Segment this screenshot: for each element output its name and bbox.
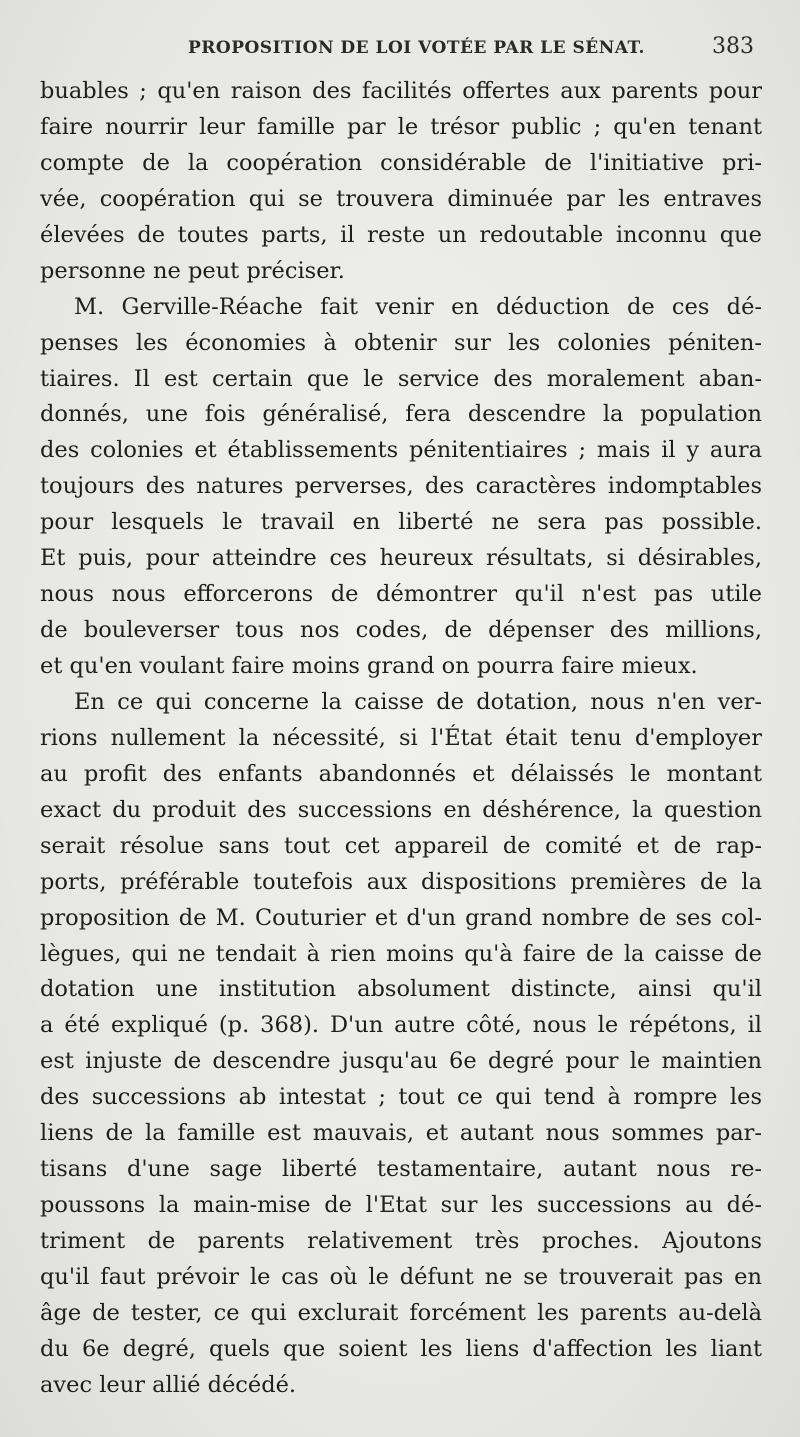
text-line: élevées de toutes parts, il reste un redoutable inconnu que: [40, 221, 762, 248]
text-line: En ce qui concerne la caisse de dotation, nous n'en ver-: [74, 688, 762, 715]
running-title: PROPOSITION DE LOI VOTÉE PAR LE SÉNAT.: [188, 38, 645, 58]
text-line: vée, coopération qui se trouvera diminuée par les entraves: [40, 185, 762, 212]
text-line: est injuste de descendre jusqu'au 6e degré pour le maintien: [40, 1048, 762, 1075]
text-line: de bouleverser tous nos codes, de dépenser des millions,: [40, 617, 762, 644]
text-line: lègues, qui ne tendait à rien moins qu'à faire de la caisse de: [40, 940, 762, 967]
text-line: proposition de M. Couturier et d'un grand nombre de ses col-: [40, 904, 762, 931]
text-line: liens de la famille est mauvais, et autant nous sommes par-: [40, 1120, 762, 1147]
text-line: et qu'en voulant faire moins grand on pourra faire mieux.: [40, 653, 698, 679]
text-line: exact du produit des successions en déshérence, la question: [40, 796, 762, 823]
text-line: Et puis, pour atteindre ces heureux résultats, si désirables,: [40, 545, 762, 572]
text-line: des colonies et établissements pénitentiaires ; mais il y aura: [40, 437, 762, 464]
text-line: nous nous efforcerons de démontrer qu'il n'est pas utile: [40, 581, 762, 608]
body-text: [40, 74, 762, 1404]
text-line: du 6e degré, quels que soient les liens d'affection les liant: [40, 1335, 762, 1362]
text-line: tiaires. Il est certain que le service des moralement aban-: [40, 365, 762, 392]
text-line: des successions ab intestat ; tout ce qui tend à rompre les: [40, 1084, 762, 1111]
text-line: personne ne peut préciser.: [40, 257, 345, 284]
text-line: avec leur allié décédé.: [40, 1371, 297, 1398]
text-line: serait résolue sans tout cet appareil de comité et de rap-: [40, 832, 762, 859]
page-number: 383: [712, 34, 754, 59]
text-line: triment de parents relativement très proches. Ajoutons: [40, 1228, 762, 1254]
text-line: dotation une institution absolument distincte, ainsi qu'il: [40, 976, 762, 1003]
text-line: faire nourrir leur famille par le trésor public ; qu'en tenant: [40, 113, 762, 140]
text-line: tisans d'une sage liberté testamentaire, autant nous re-: [40, 1156, 762, 1183]
text-line: a été expliqué (p. 368). D'un autre côté, nous le répétons, il: [40, 1012, 762, 1039]
text-line: pour lesquels le travail en liberté ne sera pas possible.: [40, 509, 762, 536]
text-line: donnés, une fois généralisé, fera descendre la population: [40, 401, 762, 428]
page-header: [0, 34, 800, 64]
text-line: poussons la main-mise de l'Etat sur les successions au dé-: [40, 1192, 762, 1219]
text-line: rions nullement la nécessité, si l'État était tenu d'employer: [40, 724, 762, 751]
text-line: qu'il faut prévoir le cas où le défunt ne se trouverait pas en: [40, 1263, 762, 1290]
text-line: M. Gerville-Réache fait venir en déduction de ces dé-: [74, 293, 762, 320]
text-line: penses les économies à obtenir sur les colonies péniten-: [40, 329, 762, 356]
text-line: âge de tester, ce qui exclurait forcément les parents au-delà: [40, 1299, 762, 1326]
text-line: compte de la coopération considérable de l'initiative pri-: [40, 149, 762, 176]
text-line: au profit des enfants abandonnés et délaissés le montant: [40, 760, 762, 787]
text-line: toujours des natures perverses, des caractères indomptables: [40, 473, 762, 500]
text-line: buables ; qu'en raison des facilités offertes aux parents pour: [40, 78, 762, 104]
text-line: ports, préférable toutefois aux dispositions premières de la: [40, 868, 762, 895]
